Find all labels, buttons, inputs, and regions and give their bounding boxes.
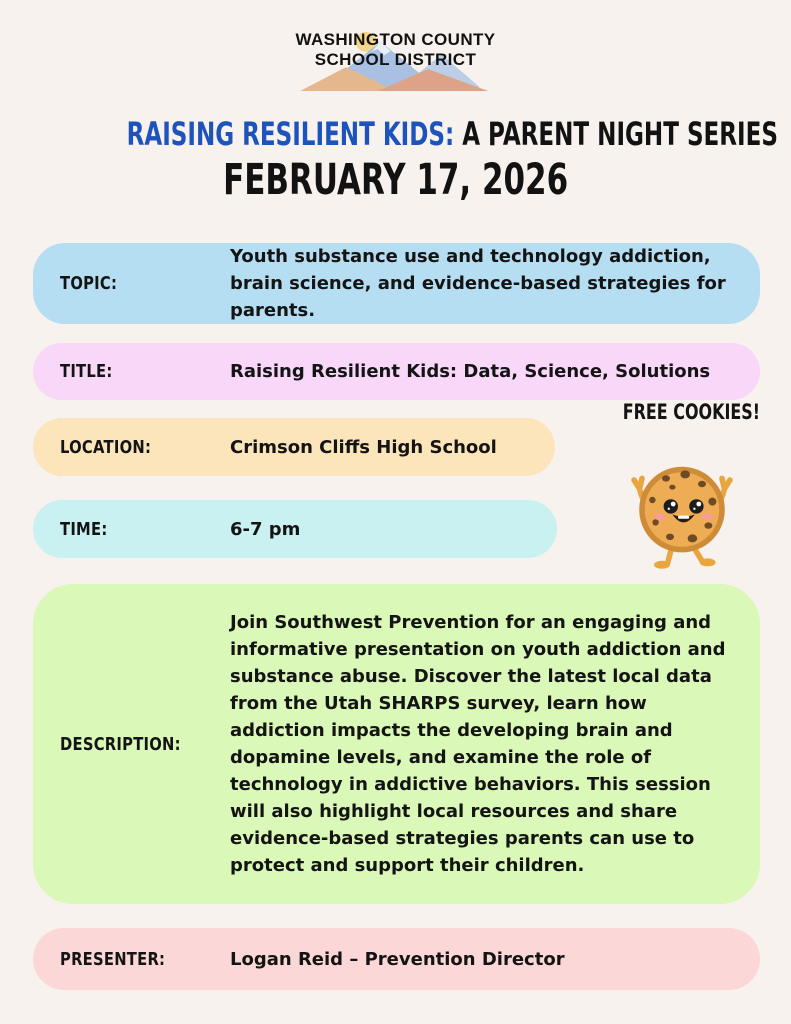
info-rows bbox=[33, 243, 760, 990]
series-title bbox=[0, 115, 791, 153]
district-logo bbox=[0, 0, 791, 104]
presenter-field bbox=[33, 928, 760, 990]
presenter-value: Logan Reid – Prevention Director bbox=[230, 948, 565, 970]
series-title-rest: A PARENT NIGHT SERIES bbox=[454, 115, 778, 153]
event-date: FEBRUARY 17, 2026 bbox=[222, 155, 569, 205]
free-cookies-callout bbox=[601, 400, 763, 576]
time-field bbox=[33, 500, 557, 558]
description-field bbox=[33, 584, 760, 904]
topic-value: Youth substance use and technology addiction, brain science, and evidence-based strategies for parents. bbox=[230, 246, 726, 321]
topic-field bbox=[33, 243, 760, 324]
logo-line1: WASHINGTON COUNTY bbox=[295, 30, 496, 49]
title-label: TITLE: bbox=[60, 361, 113, 382]
presenter-label: PRESENTER: bbox=[60, 948, 166, 970]
topic-label: TOPIC: bbox=[60, 273, 118, 294]
description-label: DESCRIPTION: bbox=[60, 733, 181, 755]
logo-line2: SCHOOL DISTRICT bbox=[314, 50, 477, 70]
title-field bbox=[33, 343, 760, 400]
location-field bbox=[33, 418, 555, 476]
free-cookies-label: FREE COOKIES! bbox=[622, 400, 761, 424]
time-value: 6-7 pm bbox=[230, 518, 301, 540]
series-title-highlight: RAISING RESILIENT KIDS: bbox=[126, 115, 455, 153]
description-value: Join Southwest Prevention for an engaging and informative presentation on youth addiction and substance abuse. Discover the latest local data from the Utah SHARPS survey, learn how addiction impacts the developing brain and dopamine levels, and examine the role of technology in addictive behaviors. This session will also highlight local resources and share evidence-based strategies parents can use to protect and support their children. bbox=[230, 612, 726, 876]
title-value: Raising Resilient Kids: Data, Science, Solutions bbox=[230, 361, 711, 382]
location-value: Crimson Cliffs High School bbox=[230, 436, 497, 458]
time-label: TIME: bbox=[60, 518, 108, 540]
cookie-character-icon bbox=[622, 436, 742, 572]
location-label: LOCATION: bbox=[60, 436, 152, 458]
